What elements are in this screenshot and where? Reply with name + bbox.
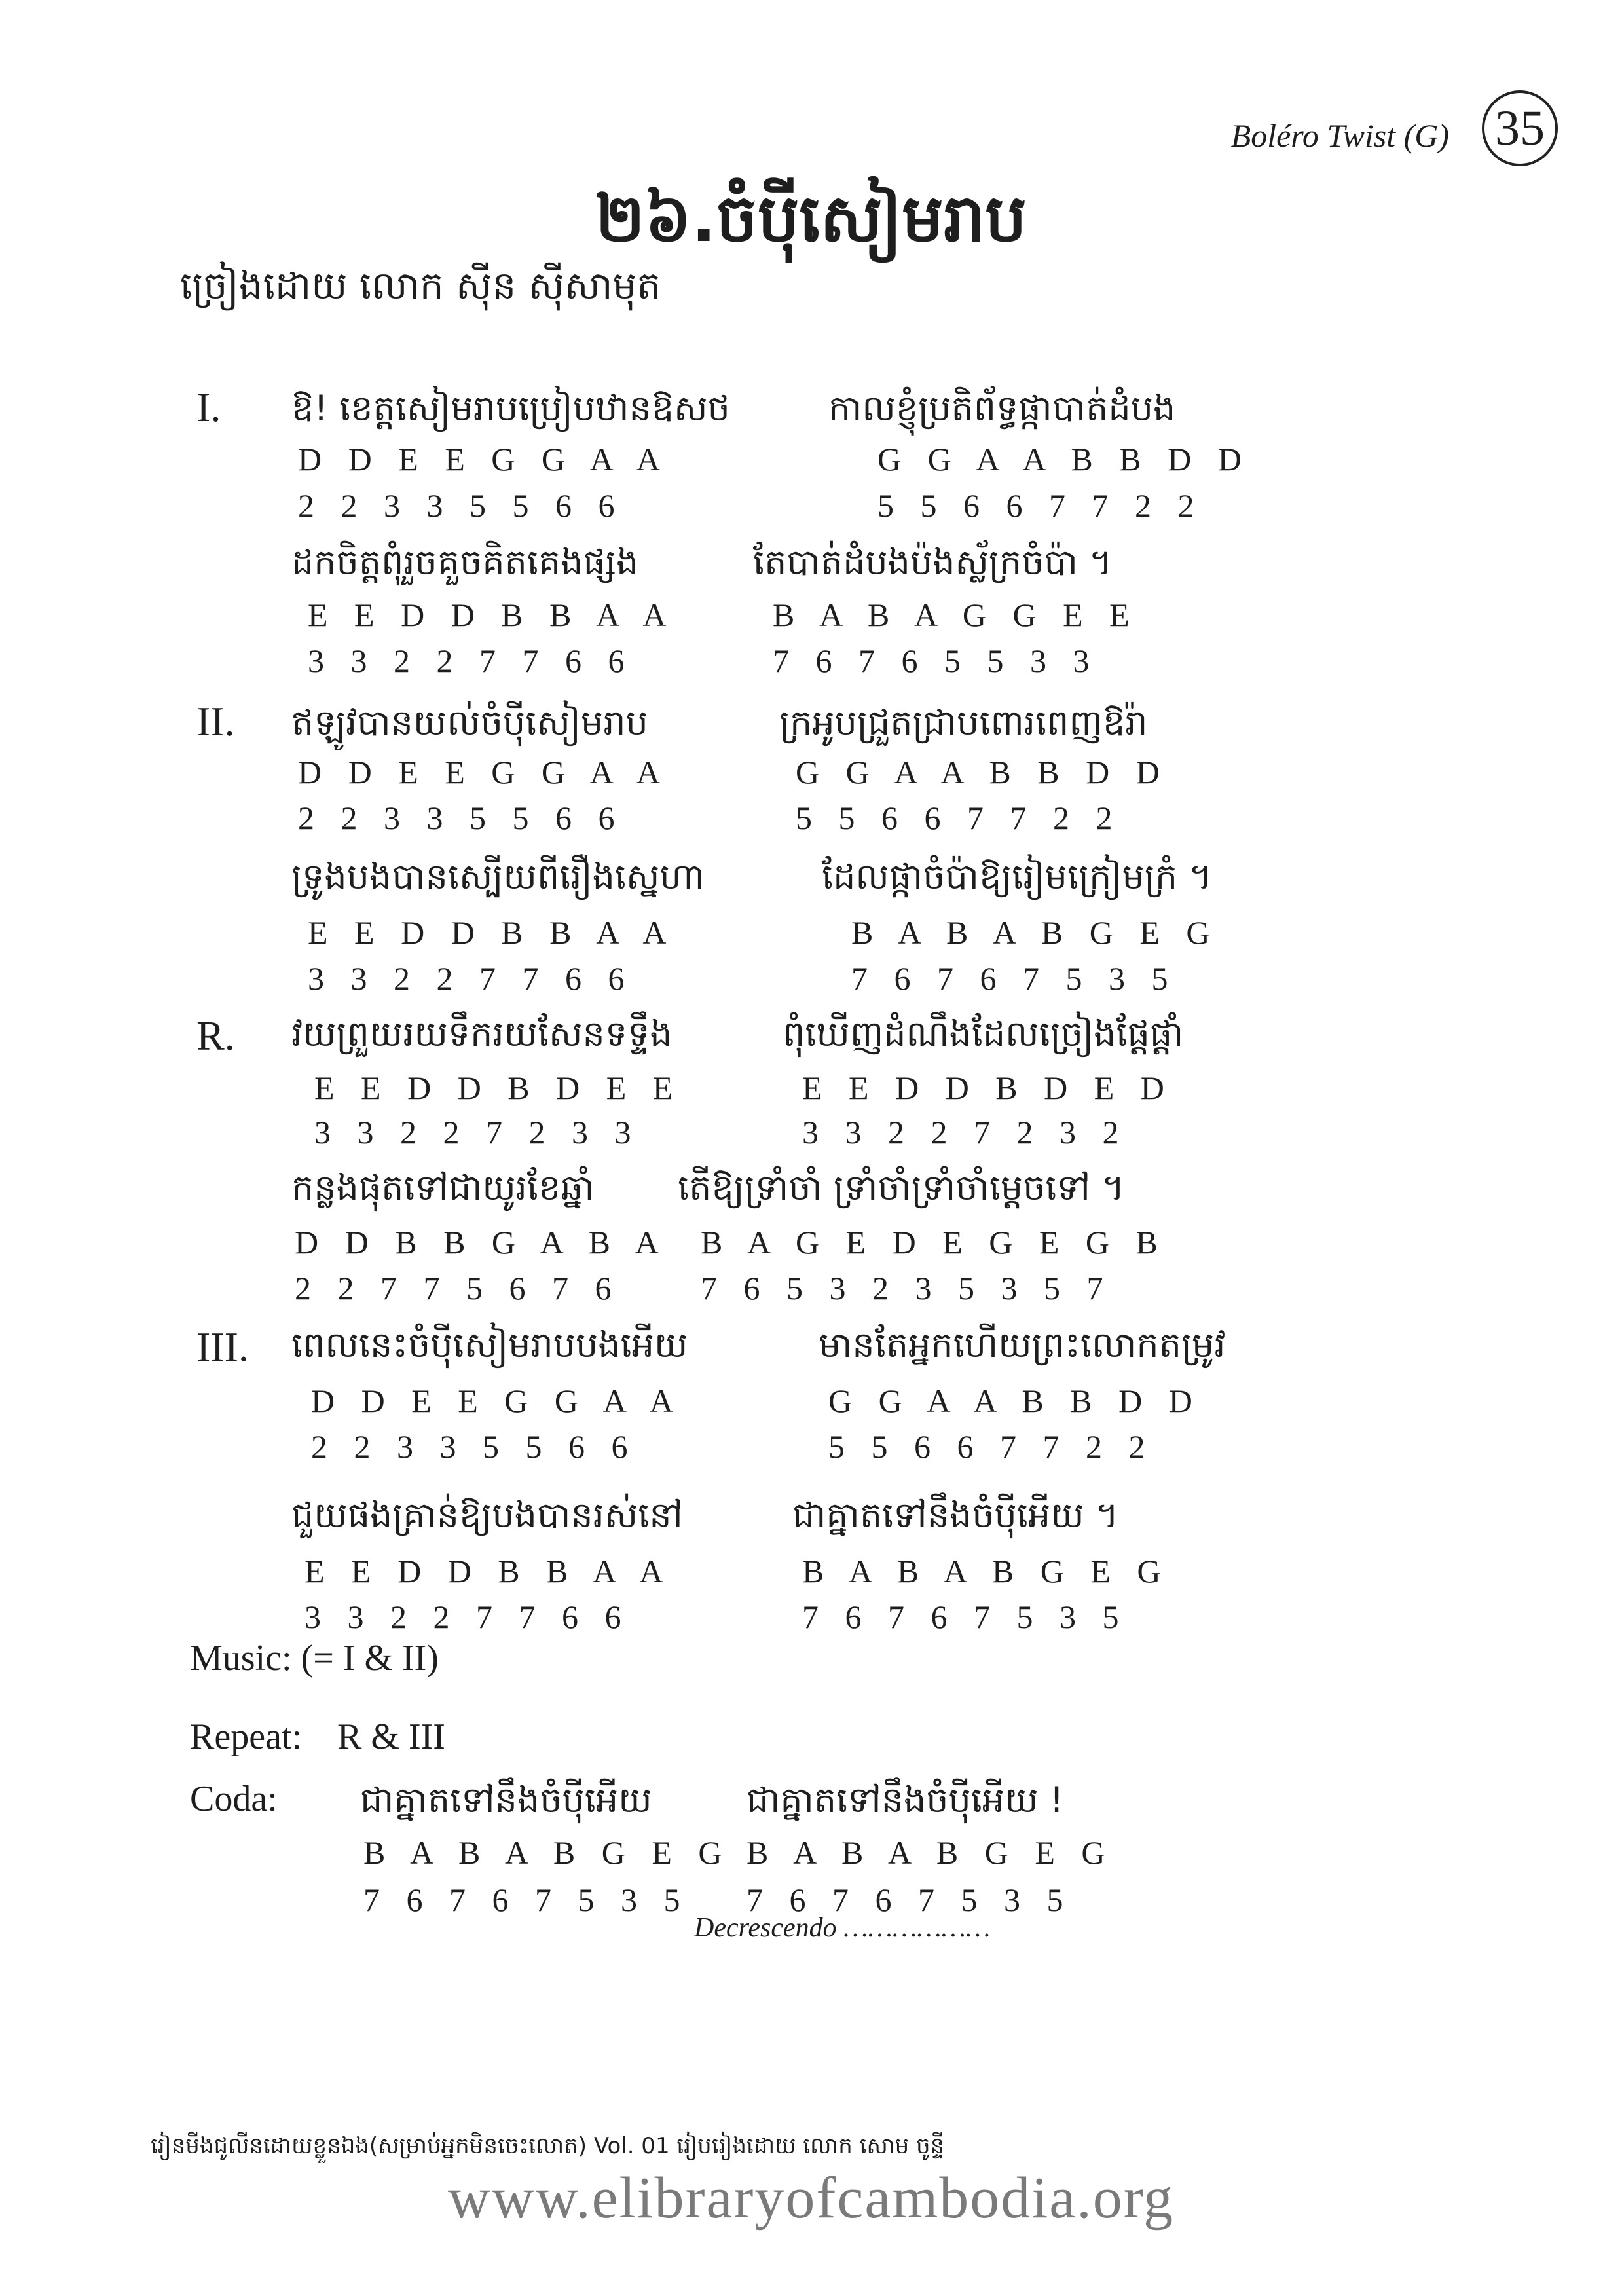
note-letters: E E D D B B A A: [308, 914, 676, 951]
note-letters: B A B A B G E G: [851, 914, 1219, 951]
dynamics-marking: Decrescendo ………………: [694, 1913, 991, 1943]
note-letters: E E D D B D E D: [802, 1069, 1173, 1106]
music-label: Music:: [190, 1638, 292, 1678]
lyric-line: ដកចិត្តពុំរួចគួចគិតគេងផ្សង: [291, 542, 639, 583]
note-numbers: 2 2 3 3 5 5 6 6: [298, 487, 624, 524]
lyric-line: វយព្រួយរយទឹករយសែនទទ្ទឹង: [291, 1013, 673, 1054]
lyric-line: ពុំឃើញដំណឹងដែលច្រៀងផ្តែផ្តាំ: [783, 1013, 1184, 1054]
lyric-line: ពេលនេះចំប៉ីសៀមរាបបងអើយ: [291, 1324, 688, 1365]
note-letters: D D B B G A B A: [295, 1224, 668, 1261]
note-letters: B A G E D E G E G B: [701, 1224, 1167, 1261]
author-credit: ច្រៀងដោយ លោក ស៊ីន ស៊ីសាមុត: [180, 263, 661, 308]
note-letters: E E D D B B A A: [304, 1553, 673, 1589]
lyric-line: ដែលផ្កាចំប៉ាឱ្យរៀមក្រៀមក្រំ ។: [822, 856, 1212, 897]
note-numbers: 3 3 2 2 7 7 6 6: [308, 960, 634, 997]
lyric-line: ឱ! ខេត្តសៀមរាបប្រៀបឋានឱសថ: [291, 388, 730, 429]
note-numbers: 7 6 7 6 5 5 3 3: [773, 642, 1099, 679]
note-letters: D D E E G G A A: [298, 754, 669, 790]
note-letters: E E D D B D E E: [314, 1069, 682, 1106]
note-numbers: 5 5 6 6 7 7 2 2: [877, 487, 1204, 524]
note-numbers: 2 2 7 7 5 6 7 6: [295, 1270, 621, 1306]
repeat-note: [190, 1716, 445, 1758]
coda-lyric: ជាគ្នាតទៅនឹងចំប៉ីអើយ !: [746, 1779, 1064, 1821]
lyric-line: តើឱ្យទ្រាំចាំ ទ្រាំចាំទ្រាំចាំម្តេចទៅ ។: [678, 1167, 1125, 1208]
footer-url: www.elibraryofcambodia.org: [447, 2166, 1175, 2231]
song-title: ២៦.ចំប៉ីសៀមរាប: [595, 180, 1027, 257]
page-number-text: 35: [1495, 100, 1545, 156]
note-letters: G G A A B B D D: [877, 441, 1251, 477]
lyric-line: ក្រអូបជ្រួតជ្រាបពោរពេញឱរ៉ា: [779, 702, 1148, 743]
note-letters: B A B A G G E E: [773, 597, 1139, 633]
section-label-2: II.: [196, 698, 235, 745]
lyric-line: កន្លងផុតទៅជាយូរខែឆ្នាំ: [291, 1167, 595, 1208]
note-letters: B A B A B G E G: [363, 1834, 731, 1871]
section-label-3: III.: [196, 1324, 249, 1370]
lyric-line: តែបាត់ដំបងប៉ងស្ល័ក្រចំប៉ា ។: [753, 542, 1113, 583]
music-value: (= I & II): [301, 1638, 439, 1678]
note-letters: B A B A B G E G: [746, 1834, 1115, 1871]
repeat-label: Repeat:: [190, 1716, 303, 1757]
note-numbers: 7 6 7 6 7 5 3 5: [802, 1599, 1128, 1635]
lyric-line: ទ្រូងបងបានស្បើយពីរឿងស្នេហា: [291, 856, 705, 897]
note-numbers: 3 3 2 2 7 2 3 3: [314, 1114, 640, 1151]
repeat-value: R & III: [337, 1716, 445, 1757]
note-numbers: 3 3 2 2 7 7 6 6: [304, 1599, 631, 1635]
note-letters: G G A A B B D D: [828, 1382, 1202, 1419]
lyric-line: ឥឡូវបានយល់ចំប៉ីសៀមរាប: [291, 702, 648, 743]
note-numbers: 7 6 7 6 7 5 3 5: [851, 960, 1177, 997]
note-numbers: 5 5 6 6 7 7 2 2: [796, 800, 1122, 836]
footer-credit: រៀនមីងជូលីនដោយខ្លួនឯង(សម្រាប់អ្នកមិនចេះលោត) Vol. 01 រៀបរៀងដោយ លោក សោម ចូន្ទី: [151, 2133, 945, 2159]
note-letters: G G A A B B D D: [796, 754, 1169, 790]
note-numbers: 2 2 3 3 5 5 6 6: [298, 800, 624, 836]
music-note: [190, 1637, 439, 1679]
page-number: [1482, 90, 1558, 166]
lyric-line: ជាគ្នាតទៅនឹងចំប៉ីអើយ ។: [792, 1494, 1119, 1536]
note-letters: E E D D B B A A: [308, 597, 676, 633]
note-numbers: 5 5 6 6 7 7 2 2: [828, 1428, 1154, 1465]
note-letters: D D E E G G A A: [311, 1382, 682, 1419]
note-numbers: 7 6 5 3 2 3 5 3 5 7: [701, 1270, 1113, 1306]
coda-lyric: ជាគ្នាតទៅនឹងចំប៉ីអើយ: [360, 1779, 652, 1821]
lyric-line: មានតែអ្នកហើយព្រះលោកតម្រូវ: [819, 1324, 1226, 1365]
lyric-line: ជួយផងគ្រាន់ឱ្យបងបានរស់នៅ: [291, 1494, 683, 1536]
note-letters: B A B A B G E G: [802, 1553, 1170, 1589]
note-numbers: 7 6 7 6 7 5 3 5: [363, 1881, 690, 1918]
note-numbers: 3 3 2 2 7 2 3 2: [802, 1114, 1128, 1151]
coda-label: Coda:: [190, 1779, 278, 1819]
note-numbers: 7 6 7 6 7 5 3 5: [746, 1881, 1073, 1918]
section-label-refrain: R.: [196, 1012, 235, 1059]
note-numbers: 2 2 3 3 5 5 6 6: [311, 1428, 637, 1465]
style-tag: Boléro Twist (G): [1230, 117, 1449, 154]
section-label-1: I.: [196, 384, 221, 430]
lyric-line: កាលខ្ញុំប្រតិព័ទ្ធផ្កាបាត់ដំបង: [828, 388, 1176, 429]
note-letters: D D E E G G A A: [298, 441, 669, 477]
note-numbers: 3 3 2 2 7 7 6 6: [308, 642, 634, 679]
